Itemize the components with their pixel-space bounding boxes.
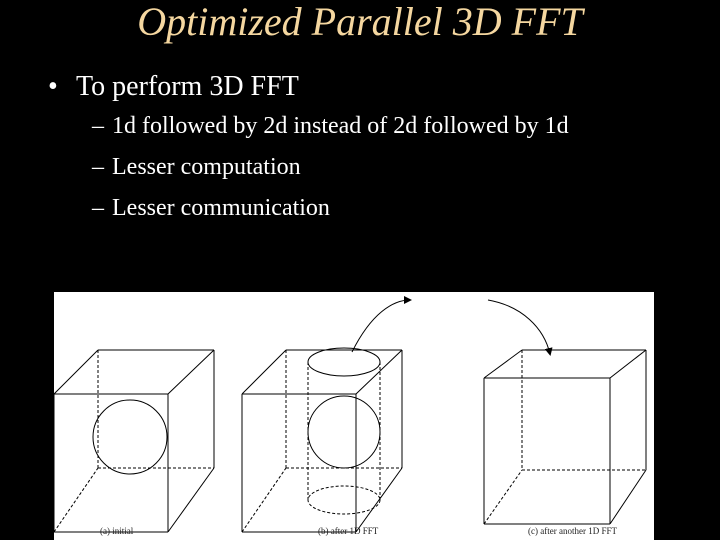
caption-after-another-1d-fft: (c) after another 1D FFT bbox=[528, 526, 617, 536]
caption-initial: (a) initial bbox=[100, 526, 134, 536]
cube-initial bbox=[54, 350, 214, 532]
caption-after-1d-fft: (b) after 1D FFT bbox=[318, 526, 379, 536]
slide-title: Optimized Parallel 3D FFT bbox=[137, 0, 583, 44]
circle-inner bbox=[308, 396, 380, 468]
sub-bullet-text: 1d followed by 2d instead of 2d followed by 1d bbox=[112, 113, 569, 139]
sub-bullet-marker: – bbox=[92, 113, 104, 139]
cylinder-top bbox=[308, 348, 380, 376]
fft-diagram bbox=[54, 292, 654, 540]
cylinder-bottom bbox=[308, 486, 380, 514]
sub-bullet-text: Lesser communication bbox=[112, 195, 330, 221]
arrow-right bbox=[488, 300, 550, 354]
bullet-marker: • bbox=[48, 71, 58, 102]
arrow-left bbox=[352, 300, 410, 352]
fft-diagram-drawing bbox=[54, 292, 654, 540]
bullet-text: To perform 3D FFT bbox=[76, 71, 299, 102]
cube-after-another-1d-fft bbox=[484, 350, 646, 524]
sub-bullet-marker: – bbox=[92, 195, 104, 221]
sub-bullet-marker: – bbox=[92, 154, 104, 180]
circle-inner bbox=[93, 400, 167, 474]
sub-bullet-text: Lesser computation bbox=[112, 154, 301, 180]
cube-after-1d-fft bbox=[242, 348, 402, 532]
